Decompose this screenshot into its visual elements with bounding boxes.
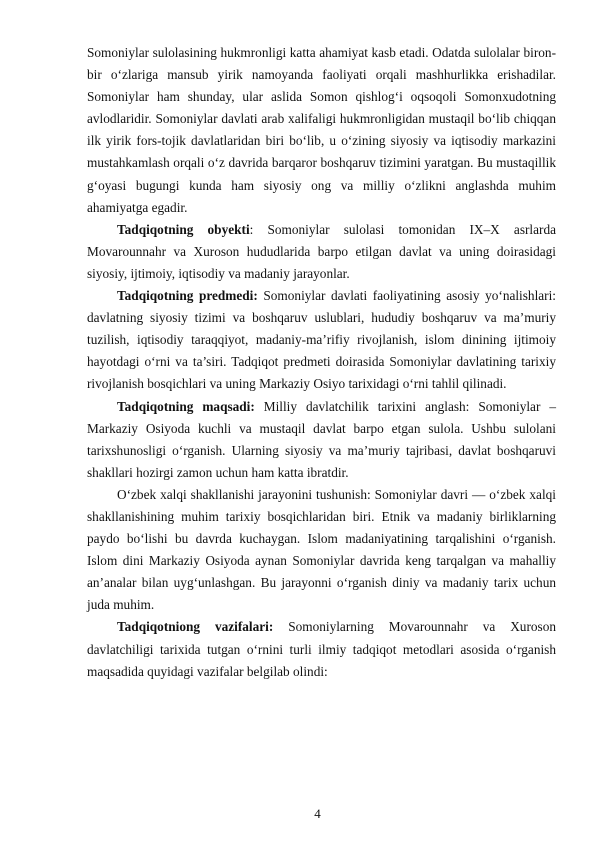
- research-tasks-text: Somoniylarning Movarounnahr va Xuroson davlatchiligi tarixida tutgan oʻrnini turli ilmiy tadqiqot metodlari asosida oʻrganish maqsadida quyidagi vazifalar belgilab olindi:: [87, 619, 557, 679]
- document-page: [87, 42, 556, 683]
- research-goal-paragraph: [87, 396, 556, 484]
- uzbek-nation-paragraph: [87, 484, 556, 617]
- research-object-heading: Tadqiqotning obyekti: [117, 221, 250, 237]
- research-tasks-heading: Tadqiqotniong vazifalari:: [117, 619, 274, 635]
- research-object-paragraph: [87, 219, 556, 285]
- research-subject-text: Somoniylar davlati faoliyatining asosiy yoʻnalishlari: davlatning siyosiy tizimi va boshqaruv uslublari, hududiy boshqaruv va ma’muriy tuzilish, iqtisodiy taraqqiyot, madaniy-ma’rifiy rivojlanish, islom dinining ijtimoiy hayotdagi oʻrni va ta’siri. Tadqiqot predmeti doirasida Somoniylar davlatining tarixiy rivojlanish bosqichlari va uning Markaziy Osiyo tarixidagi oʻrni tahlil qilinadi.: [87, 288, 556, 392]
- research-object-text: : Somoniylar sulolasi tomonidan IX–X asrlarda Movarounnahr va Xuroson hududlarida barpo etilgan davlat va uning doirasidagi siyosiy, ijtimoiy, iqtisodiy va madaniy jarayonlar.: [87, 221, 557, 281]
- research-goal-heading: Tadqiqotning maqsadi:: [117, 398, 255, 414]
- research-goal-text: Milliy davlatchilik tarixini anglash: Somoniylar – Markaziy Osiyoda kuchli va mustaqil davlat barpo etgan sulola. Ushbu sulolani tarixshunosligi oʻrganish. Ularning siyosiy va ma’muriy tajribasi, davlat boshqaruvi shakllari hozirgi zamon uchun ham katta ibratdir.: [87, 398, 556, 480]
- research-subject-paragraph: [87, 285, 556, 395]
- research-subject-heading: Tadqiqotning predmedi:: [117, 288, 258, 304]
- page-number: 4: [314, 806, 321, 821]
- research-tasks-paragraph: [87, 616, 556, 682]
- intro-paragraph: [87, 42, 556, 219]
- intro-text: Somoniylar sulolasining hukmronligi katta ahamiyat kasb etadi. Odatda sulolalar biron-bir oʻzlariga mansub yirik namoyanda faoliyati orqali mashhurlikka erishadilar. Somoniylar ham shunday, ular aslida Somon qishlogʻi oqsoqoli Somonxudotning avlodlaridir. Somoniylar davlati arab xalifaligi hukmronligidan mustaqil bo‘lib chiqqan ilk yirik fors-tojik davlatlaridan biri bo‘lib, u o‘zining siyosiy va iqtisodiy markazini mustahkamlash orqali o‘z davrida barqaror boshqaruv tizimini yaratgan. Bu mustaqillik g‘oyasi bugungi kunda ham siyosiy ong va milliy o‘zlikni anglashda muhim ahamiyatga egadir.: [87, 45, 556, 215]
- uzbek-nation-text: Oʻzbek xalqi shakllanishi jarayonini tushunish: Somoniylar davri — oʻzbek xalqi shakllanishining muhim tarixiy bosqichlaridan biri. Etnik va madaniy birliklarning paydo boʻlishi bu davrda kuchaygan. Islom madaniyatining tarqalishini oʻrganish. Islom dini Markaziy Osiyoda aynan Somoniylar davrida keng tarqalgan va mahalliy an’analar bilan uygʻunlashgan. Bu jarayonni oʻrganish diniy va madaniy tarix uchun juda muhim.: [87, 486, 556, 613]
